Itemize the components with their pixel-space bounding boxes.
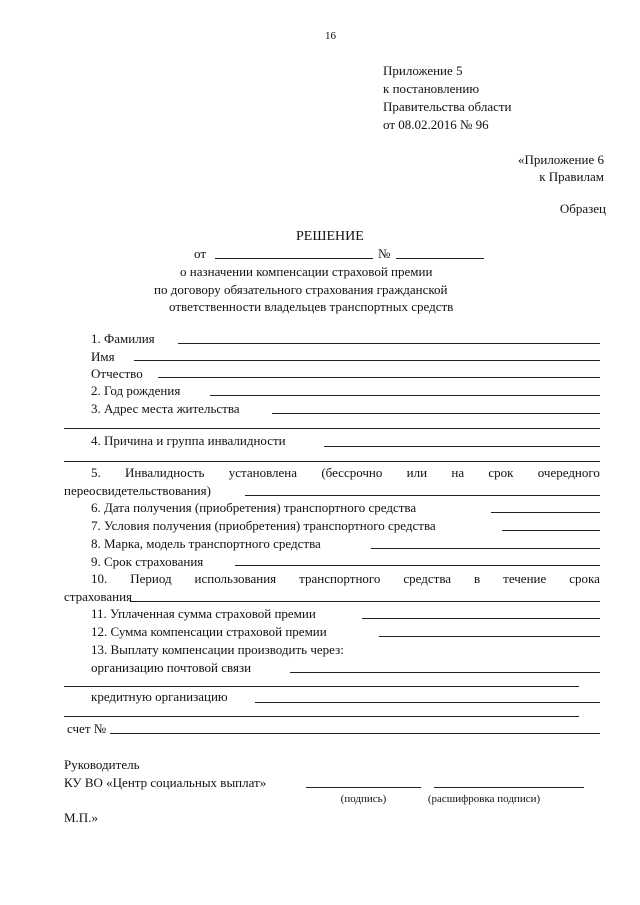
postal-org-blank[interactable]: [290, 672, 600, 673]
head-label: Руководитель: [64, 757, 140, 772]
disability-reason-label: 4. Причина и группа инвалидности: [91, 433, 286, 448]
word: установлена: [228, 465, 298, 480]
postal-org-label: организацию почтовой связи: [91, 660, 252, 675]
credit-org-blank-2[interactable]: [64, 716, 579, 717]
word: 10.: [91, 571, 108, 586]
number-label: №: [378, 246, 391, 261]
address-blank-2[interactable]: [64, 428, 600, 429]
word: течение: [503, 571, 547, 586]
org-label: КУ ВО «Центр социальных выплат»: [64, 775, 267, 790]
usage-period-line-1: [91, 571, 600, 586]
date-label: от: [194, 246, 207, 261]
insurance-term-label: 9. Срок страхования: [91, 554, 204, 569]
disability-set-line-1: [91, 465, 600, 480]
usage-period-line-2: страхования: [64, 589, 133, 604]
number-blank[interactable]: [396, 258, 484, 259]
account-label: счет №: [67, 721, 107, 736]
annex-line-4: от 08.02.2016 № 96: [383, 117, 489, 132]
rules-annex-line-2: к Правилам: [539, 169, 604, 184]
paid-premium-label: 11. Уплаченная сумма страховой премии: [91, 606, 316, 621]
address-label: 3. Адрес места жительства: [91, 401, 240, 416]
page-number: 16: [325, 30, 336, 42]
word: использования: [194, 571, 277, 586]
compensation-amount-label: 12. Сумма компенсации страховой премии: [91, 624, 327, 639]
vehicle-conditions-label: 7. Условия получения (приобретения) транспортного средства: [91, 518, 436, 533]
usage-period-blank[interactable]: [130, 601, 600, 602]
sample-label: Образец: [559, 201, 606, 216]
word: в: [474, 571, 481, 586]
word: очередного: [537, 465, 600, 480]
disability-reason-blank-2[interactable]: [64, 461, 600, 462]
vehicle-model-label: 8. Марка, модель транспортного средства: [91, 536, 321, 551]
birth-year-blank[interactable]: [210, 395, 600, 396]
payment-via-label: 13. Выплату компенсации производить через:: [91, 642, 344, 657]
vehicle-model-blank[interactable]: [371, 548, 600, 549]
date-blank[interactable]: [215, 258, 373, 259]
compensation-amount-blank[interactable]: [379, 636, 600, 637]
signature-decode-blank[interactable]: [434, 787, 584, 788]
word: (бессрочно: [321, 465, 383, 480]
name-label: Имя: [91, 349, 115, 364]
word: средства: [403, 571, 452, 586]
decision-subtitle-1: о назначении компенсации страховой премии: [180, 264, 433, 279]
signature-caption: (подпись): [340, 793, 387, 805]
signature-decode-caption: (расшифровка подписи): [427, 793, 541, 805]
word: на: [451, 465, 465, 480]
address-blank[interactable]: [272, 413, 600, 414]
paid-premium-blank[interactable]: [362, 618, 600, 619]
credit-org-label: кредитную организацию: [91, 689, 228, 704]
patronymic-label: Отчество: [91, 366, 143, 381]
insurance-term-blank[interactable]: [235, 565, 600, 566]
word: срока: [569, 571, 600, 586]
word: или: [406, 465, 428, 480]
patronymic-blank[interactable]: [158, 377, 600, 378]
word: Инвалидность: [125, 465, 205, 480]
rules-annex-line-1: «Приложение 6: [517, 152, 604, 167]
surname-blank[interactable]: [178, 343, 600, 344]
word: Период: [130, 571, 172, 586]
word: транспортного: [299, 571, 381, 586]
birth-year-label: 2. Год рождения: [91, 383, 181, 398]
credit-org-blank[interactable]: [255, 702, 600, 703]
disability-set-blank[interactable]: [245, 495, 600, 496]
vehicle-date-label: 6. Дата получения (приобретения) транспортного средства: [91, 500, 417, 515]
disability-set-line-2: переосвидетельствования): [64, 483, 211, 498]
decision-subtitle-3: ответственности владельцев транспортных средств: [169, 299, 454, 314]
decision-title: РЕШЕНИЕ: [296, 229, 364, 244]
signature-blank[interactable]: [306, 787, 421, 788]
vehicle-conditions-blank[interactable]: [502, 530, 600, 531]
account-blank[interactable]: [110, 733, 600, 734]
postal-org-blank-2[interactable]: [64, 686, 579, 687]
word: срок: [488, 465, 514, 480]
name-blank[interactable]: [134, 360, 600, 361]
word: 5.: [91, 465, 101, 480]
annex-line-1: Приложение 5: [383, 63, 463, 78]
annex-line-3: Правительства области: [383, 99, 512, 114]
stamp-label: М.П.»: [64, 810, 98, 825]
annex-line-2: к постановлению: [383, 81, 480, 96]
decision-subtitle-2: по договору обязательного страхования гражданской: [154, 282, 448, 297]
disability-reason-blank[interactable]: [324, 446, 600, 447]
surname-label: 1. Фамилия: [91, 331, 155, 346]
vehicle-date-blank[interactable]: [491, 512, 600, 513]
